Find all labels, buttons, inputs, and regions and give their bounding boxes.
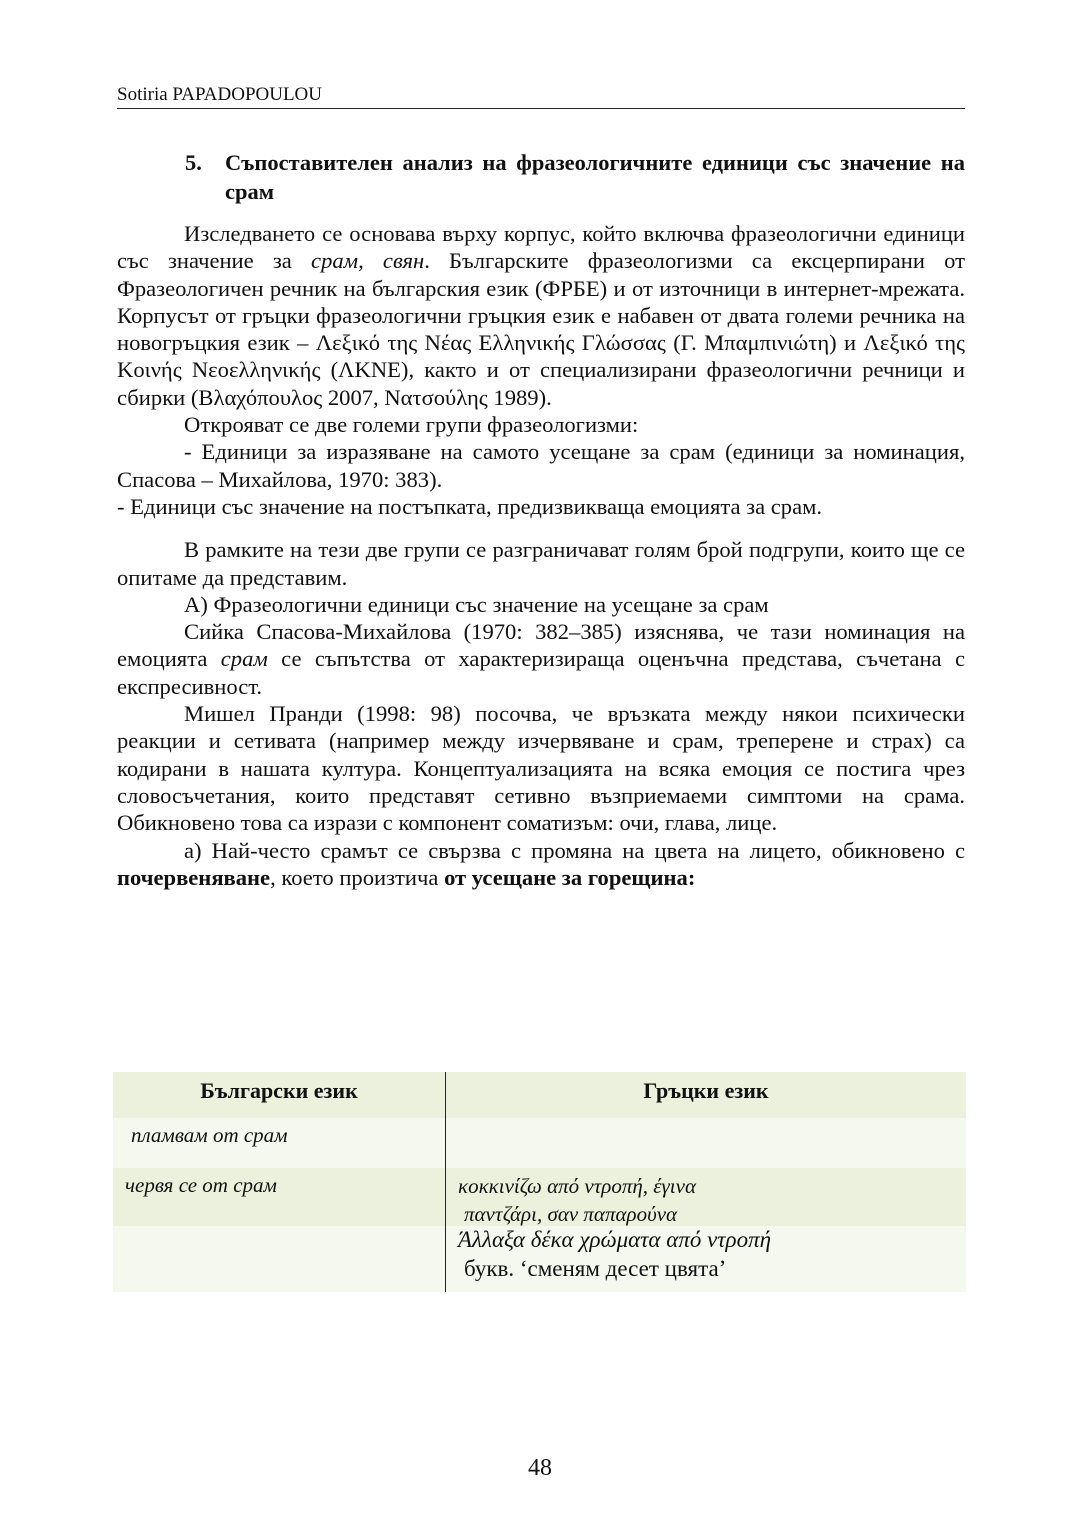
greek-line: παντζάρι, σαν παπαρούνα [464, 1202, 678, 1226]
paragraph-subgroups: В рамките на тези две групи се разграничават голям брой подгрупи, които ще се опитаме да представим. [117, 537, 965, 590]
paragraph-spasova [117, 618, 965, 700]
italic-term: срам [220, 646, 268, 672]
paragraph-subheading-a: А) Фразеологични единици със значение на усещане за срам [184, 591, 769, 617]
table-row [113, 1226, 966, 1292]
text-run: . Българските фразеологизми са ексцерпирани от Фразеологичен речник на българския език (ФРБЕ) и от източници в интернет-мрежата. Корпусът от гръцки фразеологични гръцкия език е набавен от двата големи речника на новогръцкия език – Λεξικό της Νέας Ελληνικής Γλώσσας (Γ. Μπαμπινιώτη) и Λεξικό της Κοινής Νεοελληνικής (ΛΚΝΕ), както и от специализирани фразеологични речници и сбирки (Βλαχόπουλος 2007, Νατσούλης 1989). [117, 248, 965, 410]
bold-term: почервеняване [117, 864, 271, 890]
cell-greek [446, 1118, 966, 1168]
body-text [117, 220, 965, 891]
table-row [113, 1118, 966, 1168]
paragraph-corpus [117, 220, 965, 411]
author-name: Sotiria PAPADOPOULOU [117, 84, 323, 105]
paragraph-group-2: - Единици със значение на постъпката, предизвикваща емоцията за срам. [117, 493, 823, 519]
paragraph-groups-intro: Открояват се две големи групи фразеологизми: [184, 412, 639, 438]
running-header [117, 84, 965, 109]
cell-bulgarian [113, 1226, 446, 1292]
phraseology-table [113, 1072, 966, 1292]
paragraph-prandi: Мишел Пранди (1998: 98) посочва, че връзката между някои психически реакции и сетивата (например между изчервяване и срам, треперене и страх) са кодирани в нашата култура. Концептуализацията на всяка емоция се постига чрез словосъчетания, които представят сетивно възприемаеми симптоми на срама. Обикновено това са изрази с компонент соматизъм: очи, глава, лице. [117, 701, 965, 836]
paragraph-redness [117, 837, 965, 892]
cell-greek [446, 1168, 966, 1226]
greek-line: κοκκινίζω από ντροπή, έγινα [458, 1174, 696, 1198]
italic-term: срам, свян [311, 248, 425, 274]
text-run: а) Най-често срамът се свързва с промяна на цвета на лицето, обикновено с [184, 837, 965, 863]
text-run: Сийка Спасова-Михайлова (1970: 382–385) изяснява, че тази номинация на емоцията [117, 619, 965, 672]
header-bulgarian: Български език [113, 1072, 446, 1118]
section-number: 5. [185, 150, 202, 175]
bold-term: от усещане за горещина: [444, 864, 696, 890]
header-greek: Гръцки език [643, 1078, 769, 1103]
text-run: се съпътства от характеризираща оценъчна представа, съчетана с експресивност. [117, 646, 965, 699]
cell-bulgarian: червя се от срам [113, 1168, 446, 1226]
cell-greek [446, 1226, 966, 1292]
section-heading [185, 148, 965, 206]
literal-translation: букв. ‘сменям десет цвята’ [464, 1256, 727, 1281]
section-title: Съпоставителен анализ на фразеологичните единици със значение на срам [225, 150, 965, 204]
table-row [113, 1168, 966, 1226]
table-header-row [113, 1072, 966, 1118]
greek-line: Άλλαξα δέκα χρώματα από ντροπή [458, 1227, 772, 1252]
cell-bulgarian: пламвам от срам [113, 1118, 446, 1168]
page-number: 48 [528, 1455, 552, 1481]
paragraph-group-1: - Единици за изразяване на самото усещане за срам (единици за номинация, Спасова – Михайлова, 1970: 383). [117, 439, 965, 492]
text-run: Изследването се основава върху корпус, който включва фразеологични единици със значение за [117, 221, 965, 274]
text-run: , което произтича [270, 864, 445, 890]
